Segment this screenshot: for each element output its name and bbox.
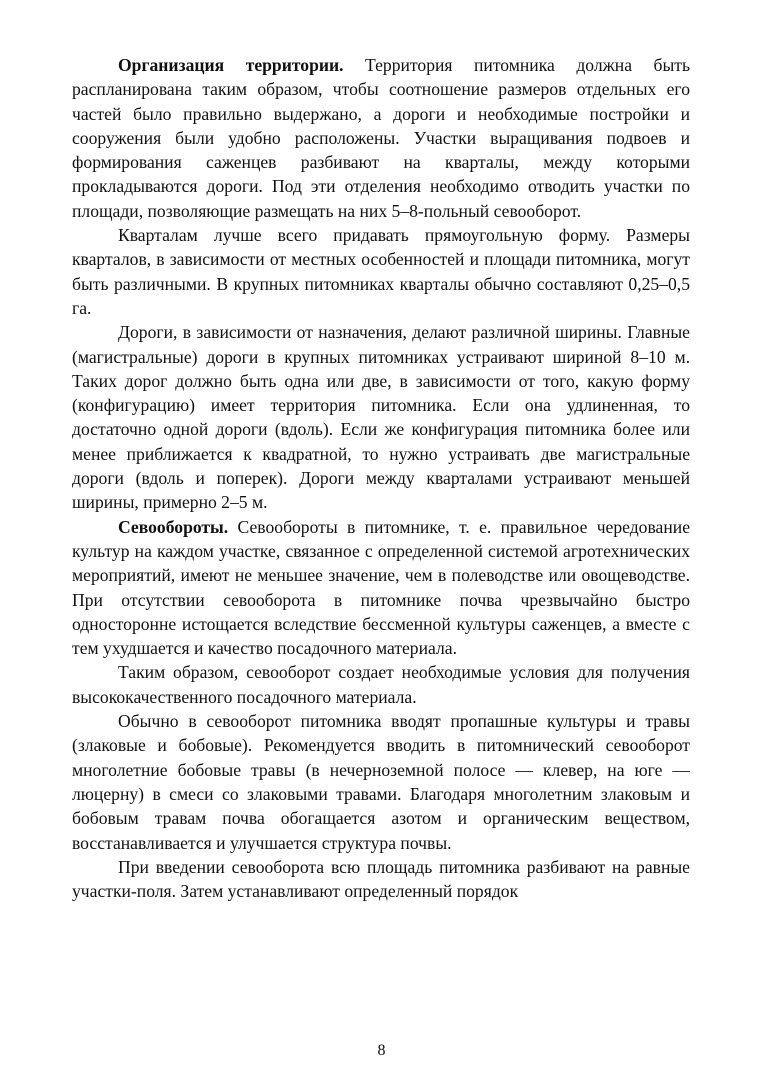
paragraph-rotation-conditions xyxy=(72,660,690,709)
paragraph-heading: Севообороты. xyxy=(118,516,229,537)
paragraph-text: Дороги, в зависимости от назначения, делают различной ширины. Главные (магистральные) дороги в крупных питомниках устраивают шириной 8–10 м. Таких дорог должно быть одна или две, в зависимости от того, какую форму (конфигурацию) имеет территория питомника. Если она удлиненная, то достаточно одной дороги (вдоль). Если же конфигурация питомника более или менее приближается к квадратной, то нужно устраивать две магистральные дороги (вдоль и поперек). Дороги между кварталами устраивают меньшей ширины, примерно 2–5 м. xyxy=(72,322,690,513)
paragraph-territory-organization xyxy=(72,53,690,223)
paragraph-text: Севообороты в питомнике, т. е. правильное чередование культур на каждом участке, связанное с определенной системой агротехнических мероприятий, имеют не меньшее значение, чем в полеводстве или овощеводстве. При отсутствии севооборота в питомнике почва чрезвычайно быстро односторонне истощается вследствие бессменной культуры саженцев, а вместе с тем ухудшается и качество посадочного материала. xyxy=(72,516,690,659)
paragraph-roads xyxy=(72,320,690,514)
page-number: 8 xyxy=(377,1042,386,1059)
document-page xyxy=(72,53,690,903)
paragraph-quarters xyxy=(72,223,690,320)
paragraph-rotation-crops xyxy=(72,709,690,855)
paragraph-rotation-fields xyxy=(72,855,690,904)
paragraph-heading: Организация территории. xyxy=(118,55,344,75)
paragraph-text: Территория питомника должна быть распланирована таким образом, чтобы соотношение размеров отдельных его частей было правильно выдержано, а дороги и необходимые постройки и сооружения были удобно расположены. Участки выращивания подвоев и формирования саженцев разбивают на кварталы, между которыми прокладываются дороги. Под эти отделения необходимо отводить участки по площади, позволяющие размещать на них 5–8-польный севооборот. xyxy=(72,55,690,221)
paragraph-text: Обычно в севооборот питомника вводят пропашные культуры и травы (злаковые и бобовые). Рекомендуется вводить в питомнический севооборот многолетние бобовые травы (в нечерноземной полосе — клевер, на юге — люцерну) в смеси со злаковыми травами. Благодаря многолетним злаковым и бобовым травам почва обогащается азотом и органическим веществом, восстанавливается и улучшается структура почвы. xyxy=(72,711,690,853)
paragraph-text: При введении севооборота всю площадь питомника разбивают на равные участки-поля. Затем устанавливают определенный порядок xyxy=(72,856,690,902)
paragraph-text: Таким образом, севооборот создает необходимые условия для получения высококачественного посадочного материала. xyxy=(72,662,690,707)
paragraph-text: Кварталам лучше всего придавать прямоугольную форму. Размеры кварталов, в зависимости от местных особенностей и площади питомника, могут быть различными. В крупных питомниках кварталы обычно составляют 0,25–0,5 га. xyxy=(72,225,690,318)
paragraph-crop-rotations xyxy=(72,515,690,661)
